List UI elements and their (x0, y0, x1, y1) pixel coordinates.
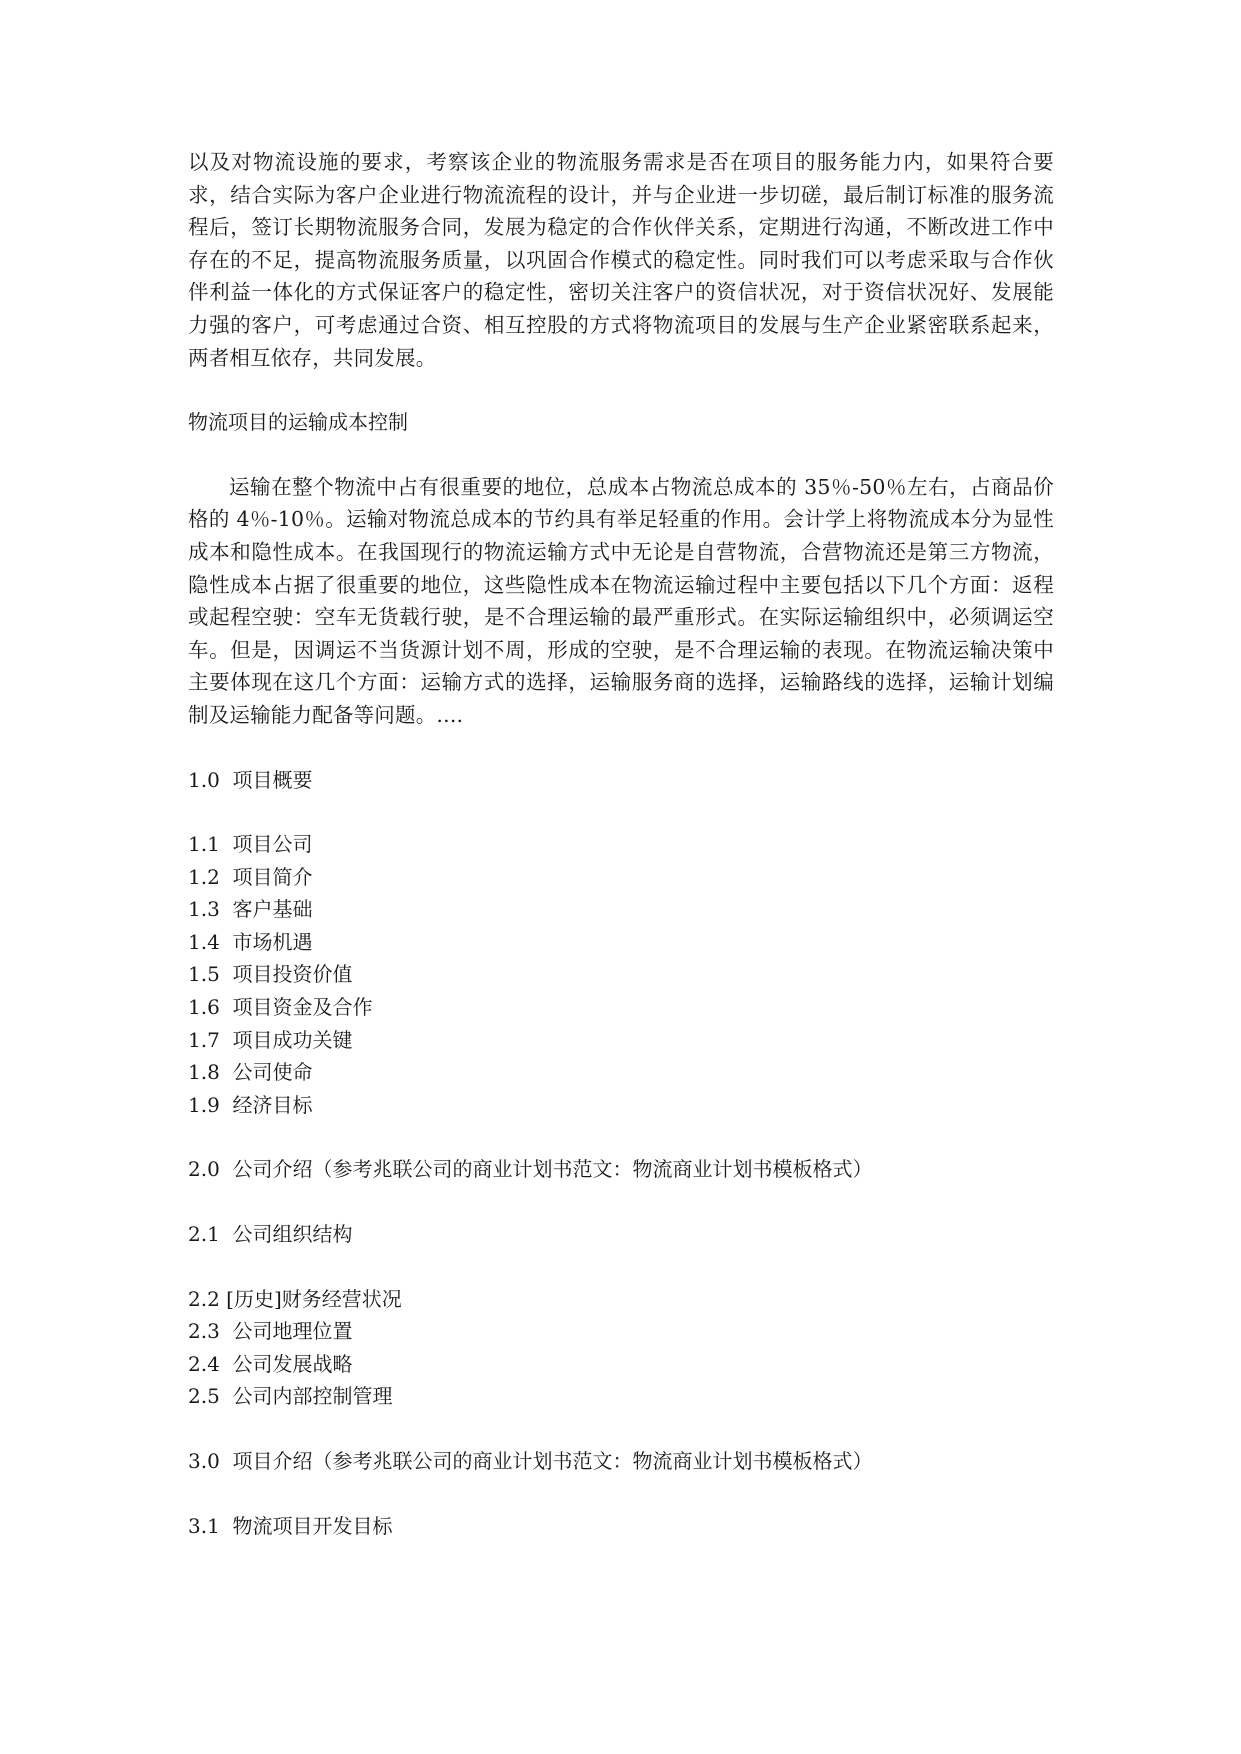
spacer (188, 439, 1054, 471)
spacer (188, 1413, 1054, 1445)
toc-item: 2.4 公司发展战略 (188, 1351, 353, 1376)
toc-item: 1.5 项目投资价值 (188, 962, 353, 987)
toc-item: 2.5 公司内部控制管理 (188, 1384, 393, 1409)
toc-group-1 (188, 828, 1054, 1121)
toc-item: 1.6 项目资金及合作 (188, 995, 373, 1020)
toc-item: 2.2 [历史]财务经营状况 (188, 1286, 402, 1311)
spacer (188, 1186, 1054, 1218)
toc-heading-1-0: 1.0 项目概要 (188, 767, 313, 792)
toc-group-2 (188, 1283, 1054, 1413)
toc-heading-2-1: 2.1 公司组织结构 (188, 1222, 353, 1247)
toc-item: 1.2 项目简介 (188, 864, 313, 889)
toc-heading-2-0: 2.0 公司介绍（参考兆联公司的商业计划书范文：物流商业计划书模板格式） (188, 1157, 873, 1182)
spacer (188, 1478, 1054, 1510)
toc-item: 1.3 客户基础 (188, 897, 313, 922)
spacer (188, 1121, 1054, 1153)
toc-heading-3-0: 3.0 项目介绍（参考兆联公司的商业计划书范文：物流商业计划书模板格式） (188, 1449, 873, 1473)
body-paragraph-transport-cost: 运输在整个物流中占有很重要的地位，总成本占物流总成本的 35％-50％左右，占商品价格的 4％-10％。运输对物流总成本的节约具有举足轻重的作用。会计学上将物流成本分为显性成本和隐性成本。在我国现行的物流运输方式中无论是自营物流，合营物流还是第三方物流，隐性成本占据了很重要的地位，这些隐性成本在物流运输过程中主要包括以下几个方面：返程或起程空驶：空车无货载行驶，是不合理运输的最严重形式。在实际运输组织中，必须调运空车。但是，因调运不当货源计划不周，形成的空驶，是不合理运输的表现。在物流运输决策中主要体现在这几个方面：运输方式的选择，运输服务商的选择，运输路线的选择，运输计划编制及运输能力配备等问题。.... (188, 474, 1054, 727)
section-heading: 物流项目的运输成本控制 (188, 410, 408, 435)
body-paragraph-intro: 以及对物流设施的要求，考察该企业的物流服务需求是否在项目的服务能力内，如果符合要求，结合实际为客户企业进行物流流程的设计，并与企业进一步切磋，最后制订标准的服务流程后，签订长期物流服务合同，发展为稳定的合作伙伴关系，定期进行沟通，不断改进工作中存在的不足，提高物流服务质量，以巩固合作模式的稳定性。同时我们可以考虑采取与合作伙伴利益一体化的方式保证客户的稳定性，密切关注客户的资信状况，对于资信状况好、发展能力强的客户，可考虑通过合资、相互控股的方式将物流项目的发展与生产企业紧密联系起来，两者相互依存，共同发展。 (188, 150, 1054, 370)
spacer (188, 796, 1054, 828)
toc-heading-3-1: 3.1 物流项目开发目标 (188, 1513, 393, 1538)
toc-item: 2.3 公司地理位置 (188, 1319, 353, 1344)
toc-item: 1.1 项目公司 (188, 832, 313, 857)
spacer (188, 1251, 1054, 1283)
toc-item: 1.9 经济目标 (188, 1092, 313, 1117)
toc-item: 1.4 市场机遇 (188, 929, 313, 954)
document-page (188, 146, 1054, 1542)
toc-item: 1.7 项目成功关键 (188, 1027, 353, 1052)
spacer (188, 374, 1054, 406)
toc-item: 1.8 公司使命 (188, 1060, 313, 1085)
spacer (188, 732, 1054, 764)
